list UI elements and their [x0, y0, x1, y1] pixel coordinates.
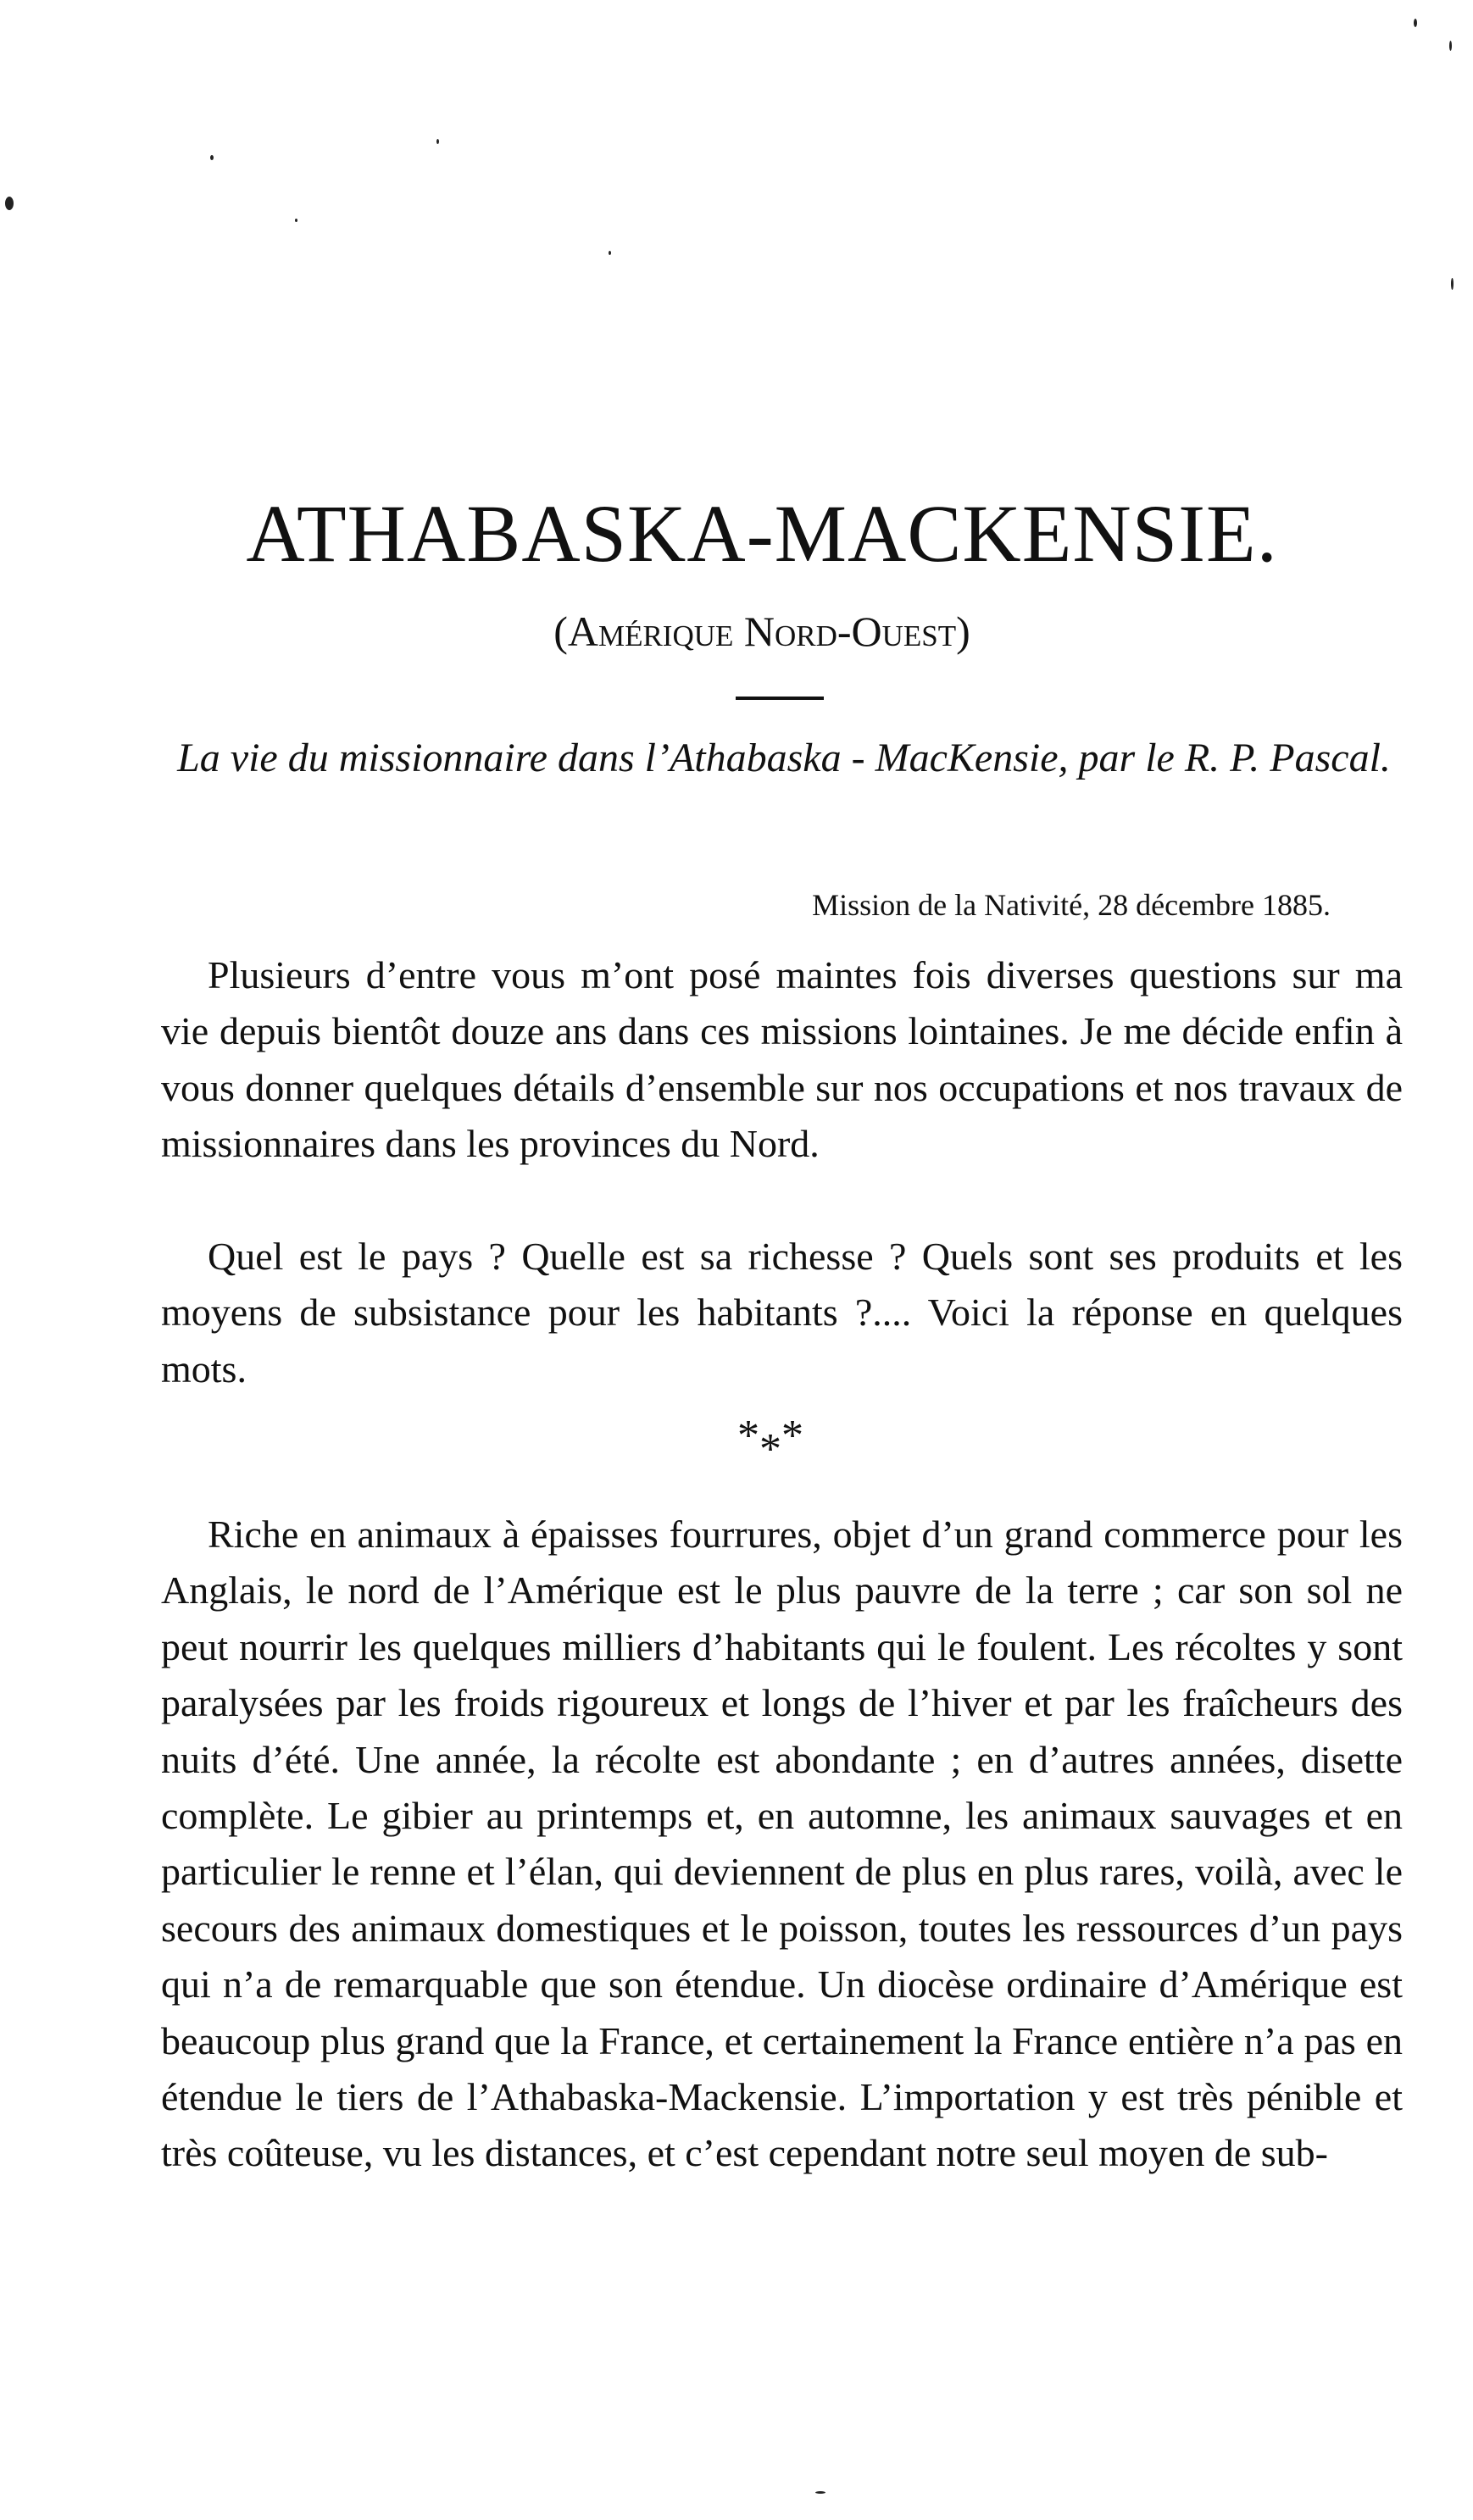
article-title: ATHABASKA-MACKENSIE.: [246, 488, 1278, 579]
section-separator: [0, 1411, 1473, 1474]
ink-speck: [1451, 278, 1454, 290]
ink-speck: [436, 139, 439, 144]
separator-star: *: [781, 1412, 803, 1460]
separator-star: *: [737, 1412, 759, 1460]
ink-speck: [5, 197, 14, 210]
ink-speck: [609, 251, 611, 255]
article-subtitle: (Amérique Nord-Ouest): [553, 608, 970, 655]
article-intro: La vie du missionnaire dans l’Athabaska - MacKensie, par le R. P. Pascal.: [177, 735, 1391, 780]
dateline: Mission de la Nativité, 28 décembre 1885.: [812, 888, 1331, 922]
ink-speck: [1449, 41, 1452, 51]
paragraph: Riche en animaux à épaisses fourrures, objet d’un grand commerce pour les Anglais, le nord de l’Amérique est le plus pauvre de la terre ; car son sol ne peut nourrir les quelques milliers d’habitants qui le foulent. Les récoltes y sont paralysées par les froids rigoureux et longs de l’hiver et par les fraîcheurs des nuits d’été. Une année, la récolte est abondante ; en d’autres années, disette complète. Le gibier au printemps et, en automne, les animaux sauvages et en particulier le renne et l’élan, qui deviennent de plus en plus rares, voilà, avec le secours des animaux domestiques et le poisson, toutes les ressources d’un pays qui n’a de remarquable que son étendue. Un diocèse ordinaire d’Amérique est beaucoup plus grand que la France, et certainement la France entière n’a pas en étendue le tiers de l’Athabaska-Mackensie. L’importation y est très pénible et très coûteuse, vu les distances, et c’est cependant notre seul moyen de sub-: [161, 1513, 1403, 2175]
ink-speck: [295, 219, 297, 222]
ink-speck: [1414, 19, 1417, 27]
separator-star: *: [759, 1425, 781, 1474]
title-divider: [736, 697, 824, 700]
ink-speck: [815, 2491, 825, 2494]
ink-speck: [210, 155, 214, 160]
paragraph: Quel est le pays ? Quelle est sa richesse ? Quels sont ses produits et les moyens de subsistance pour les habitants ?.... Voici la réponse en quelques mots.: [161, 1235, 1403, 1390]
paragraph: Plusieurs d’entre vous m’ont posé maintes fois diverses questions sur ma vie depuis bientôt douze ans dans ces missions lointaines. Je me décide enfin à vous donner quelques détails d’ensemble sur nos occupations et nos travaux de missionnaires dans les provinces du Nord.: [161, 953, 1403, 1166]
